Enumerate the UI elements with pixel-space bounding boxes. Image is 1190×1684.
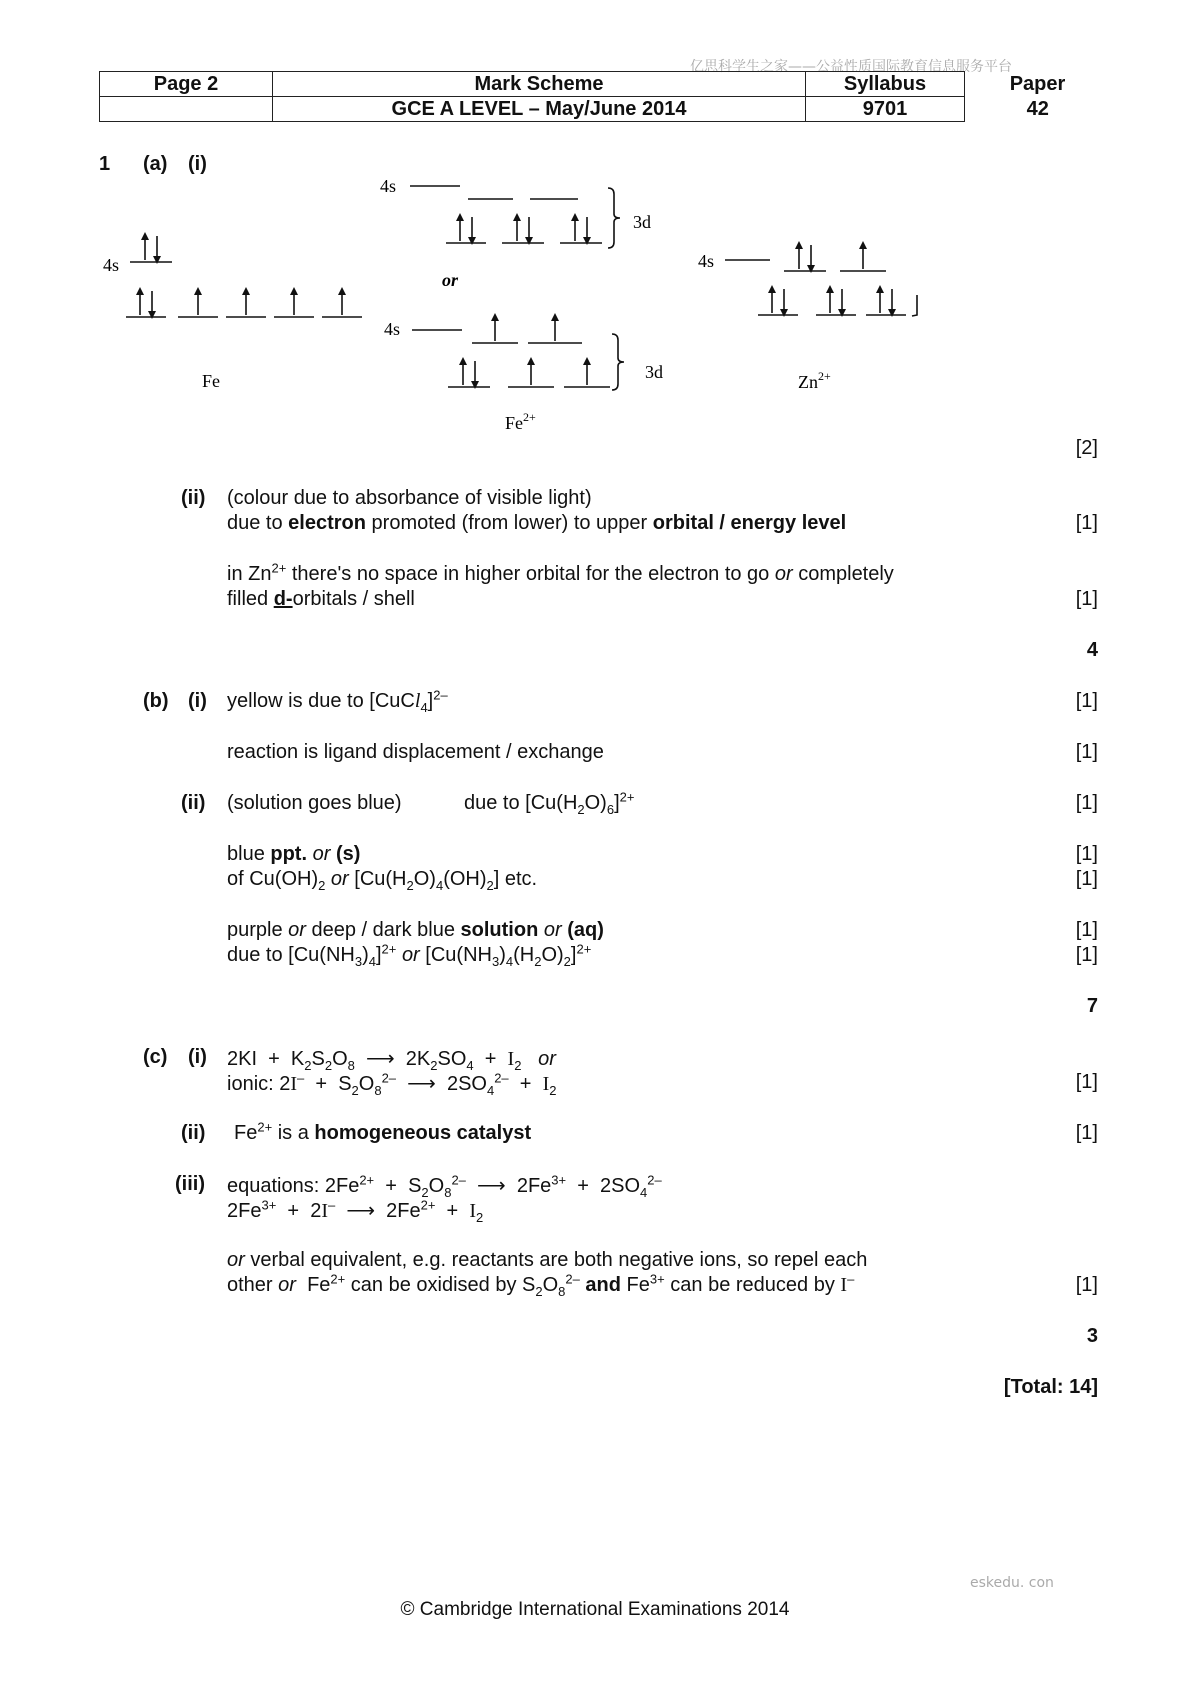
mark-b-i-2: [1] xyxy=(1075,741,1098,763)
watermark-bottom: eskedu. con xyxy=(970,1575,1054,1591)
part-b-i-label: (i) xyxy=(188,690,207,712)
header-paper-label: Paper xyxy=(1009,73,1066,95)
fe2-label: $Fe^{2+}$ xyxy=(505,410,536,433)
zn-4s-label: 4s xyxy=(698,251,715,271)
c-iii-line3: or verbal equivalent, e.g. reactants are both negative ions, so repel each xyxy=(227,1249,868,1271)
part-b-label: (b) xyxy=(143,690,169,712)
copyright: © Cambridge International Examinations 2014 xyxy=(400,1599,790,1620)
part-c-iii-label: (iii) xyxy=(175,1173,205,1195)
part-a-ii-label: (ii) xyxy=(181,487,206,509)
mark-a-i: [2] xyxy=(1075,437,1098,459)
mark-a-ii-2: [1] xyxy=(1075,588,1098,610)
mark-b-ii-5: [1] xyxy=(1075,944,1098,966)
mark-b-i-1: [1] xyxy=(1075,690,1098,712)
mark-b-ii-4: [1] xyxy=(1075,919,1098,941)
part-b-ii-label: (ii) xyxy=(181,792,206,814)
mark-c-ii: [1] xyxy=(1075,1122,1098,1144)
b-i-line1: yellow is due to [CuCl$_4$]$^{2-}$ xyxy=(227,687,448,715)
d-orbital-brace xyxy=(612,334,624,390)
header-syllabus: 9701 xyxy=(806,97,965,122)
fe-label: Fe xyxy=(202,371,220,391)
c-iii-line1: equations: $2Fe^{2+} + S_2O_8^{2-}$ ⟶ $2Fe^{3+} + 2SO_4^{2-}$ xyxy=(227,1172,662,1200)
mark-b-ii-1: [1] xyxy=(1075,792,1098,814)
part-c-ii-label: (ii) xyxy=(181,1122,206,1144)
c-i-line2: ionic: $2I^- + S_2O_8^{2-}$ ⟶ $2SO_4^{2-} + I_2$ xyxy=(227,1070,557,1098)
mark-c-i: [1] xyxy=(1075,1071,1098,1093)
part-a-label: (a) xyxy=(143,153,168,175)
bracket-mark xyxy=(912,295,917,316)
mark-c-iii: [1] xyxy=(1075,1274,1098,1296)
header-subtitle: GCE A LEVEL – May/June 2014 xyxy=(273,97,806,122)
b-ii-line2: blue ppt. or (s) xyxy=(227,843,361,865)
or-label: or xyxy=(442,270,459,290)
c-iii-line2: $2Fe^{3+} + 2I^-$ ⟶ $2Fe^{2+} + I_2$ xyxy=(227,1197,484,1225)
header-table xyxy=(99,71,1111,122)
fe2-3d-label-b: 3d xyxy=(645,362,663,382)
b-ii-line1: (solution goes blue) xyxy=(227,792,402,814)
a-ii-line2: due to electron promoted (from lower) to upper orbital / energy level xyxy=(227,512,847,534)
mark-b-ii-3: [1] xyxy=(1075,868,1098,890)
grand-total: [Total: 14] xyxy=(1003,1376,1098,1398)
part-a-i-label: (i) xyxy=(188,153,207,175)
d-orbital-brace xyxy=(608,188,620,248)
subtotal-c: 3 xyxy=(1086,1325,1098,1347)
fe2-4s-label-a: 4s xyxy=(380,176,397,196)
mark-b-ii-2: [1] xyxy=(1075,843,1098,865)
mark-a-ii-1: [1] xyxy=(1075,512,1098,534)
part-c-i-label: (i) xyxy=(188,1046,207,1068)
c-ii-line: $Fe^{2+}$ is a homogeneous catalyst xyxy=(234,1119,532,1144)
header-paper: 42 xyxy=(1026,98,1049,120)
fe-4s-label: 4s xyxy=(103,255,120,275)
a-ii-line3: in $Zn^{2+}$ there's no space in higher orbital for the electron to go or completely xyxy=(227,560,894,585)
zn2-label: $Zn^{2+}$ xyxy=(798,369,831,392)
c-i-line1: $2KI + K_2S_2O_8$ ⟶ $2K_2SO_4 + I_2$ or xyxy=(227,1048,556,1073)
part-c-label: (c) xyxy=(143,1046,168,1068)
header-page: Page 2 xyxy=(100,72,273,97)
question-number: 1 xyxy=(99,153,111,175)
subtotal-b: 7 xyxy=(1086,995,1098,1017)
b-ii-line4: purple or deep / dark blue solution or (aq) xyxy=(227,919,604,941)
fe2-3d-label-a: 3d xyxy=(633,212,651,232)
c-iii-line4: other or $Fe^{2+}$ can be oxidised by $S_2O_8^{2-}$ and $Fe^{3+}$ can be reduced by I– xyxy=(227,1271,855,1299)
watermark-top: 亿思科学生之家——公益性质国际教育信息服务平台 xyxy=(690,59,1012,75)
header-title: Mark Scheme xyxy=(273,72,806,97)
subtotal-a: 4 xyxy=(1086,639,1098,661)
a-ii-line1: (colour due to absorbance of visible light) xyxy=(227,487,592,509)
b-i-line2: reaction is ligand displacement / exchange xyxy=(227,741,604,763)
orbital-diagram xyxy=(0,160,1190,450)
fe2-4s-label-b: 4s xyxy=(384,319,401,339)
b-ii-line3: of $Cu(OH)_2$ or $[Cu(H_2O)_4(OH)_2]$ etc. xyxy=(227,868,538,893)
header-page-blank xyxy=(100,97,273,122)
a-ii-line4: filled d-orbitals / shell xyxy=(227,588,415,610)
b-ii-line1b: due to $[Cu(H_2O)_6]^{2+}$ xyxy=(464,789,635,817)
header-syllabus-label: Syllabus xyxy=(806,72,965,97)
b-ii-line5: due to $[Cu(NH_3)_4]^{2+}$ or $[Cu(NH_3)_4(H_2O)_2]^{2+}$ xyxy=(227,941,592,969)
